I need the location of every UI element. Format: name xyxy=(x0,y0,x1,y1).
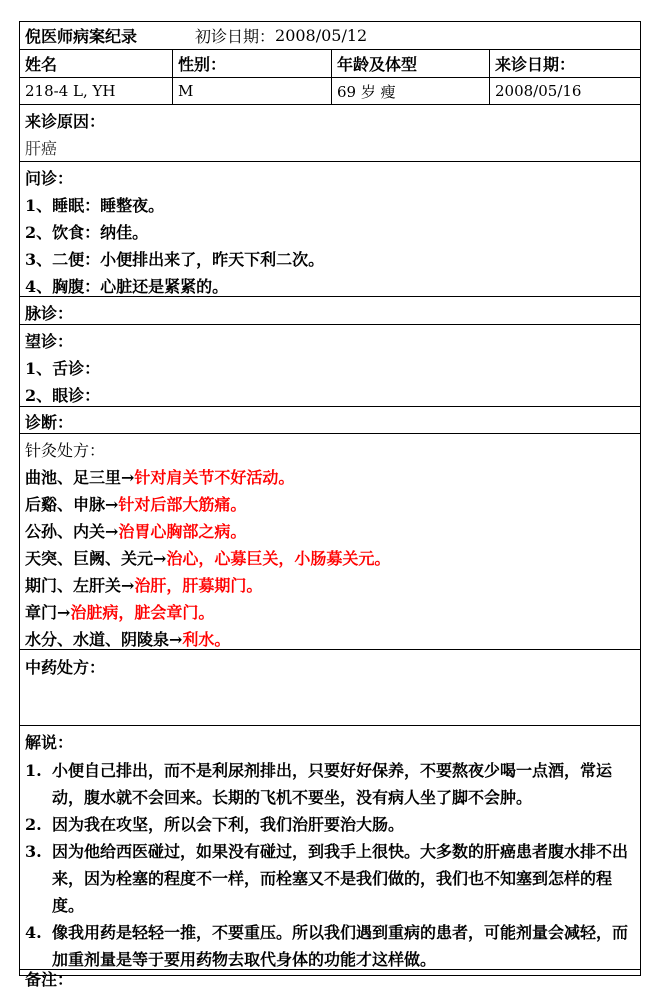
remarks-section xyxy=(20,970,640,989)
remarks-label: 备注： xyxy=(25,970,74,989)
indication: 治胃心胸部之病。 xyxy=(118,522,247,541)
inquiry-section xyxy=(20,162,640,297)
visit-date-label: 来诊日期： xyxy=(489,50,642,77)
reason-section xyxy=(20,105,640,162)
info-value-row xyxy=(20,78,640,105)
acupoints: 水分、水道、阴陵泉 xyxy=(25,630,170,649)
explanation-number: 1. xyxy=(25,761,42,780)
acupoints: 曲池、足三里 xyxy=(25,468,122,487)
pulse-section xyxy=(20,297,640,325)
first-visit-date xyxy=(190,22,367,49)
inquiry-label: 问诊： xyxy=(25,169,74,188)
tongue-exam: 1、舌诊： xyxy=(25,359,101,378)
acupoints: 后谿、申脉 xyxy=(25,495,106,514)
acupuncture-item xyxy=(25,519,246,542)
sex-label: 性别： xyxy=(172,50,331,77)
indication: 利水。 xyxy=(182,630,231,649)
name-label: 姓名 xyxy=(25,55,58,74)
acupoints: 天突、巨阙、关元 xyxy=(25,549,154,568)
visit-date: 2008/05/16 xyxy=(489,78,642,104)
explanation-label: 解说： xyxy=(25,733,74,752)
inquiry-item: 2、饮食：纳佳。 xyxy=(25,223,149,242)
acupuncture-item xyxy=(25,600,214,623)
acupuncture-item xyxy=(25,573,262,596)
arrow: → xyxy=(121,576,135,595)
inquiry-item: 1、睡眠：睡整夜。 xyxy=(25,196,165,215)
explanation-section xyxy=(20,726,640,970)
inquiry-item: 3、二便：小便排出来了，昨天下利二次。 xyxy=(25,250,325,269)
patient-sex: M xyxy=(172,78,331,104)
record-title: 倪医师病案纪录 xyxy=(25,27,138,46)
indication: 治心，心募巨关，小肠募关元。 xyxy=(166,549,391,568)
case-record-sheet xyxy=(19,21,641,989)
header-row xyxy=(20,22,640,50)
age-label: 年龄及体型 xyxy=(331,50,489,77)
patient-age: 69 岁 瘦 xyxy=(331,78,489,104)
pulse-label: 脉诊： xyxy=(25,304,74,323)
indication: 治肝，肝募期门。 xyxy=(134,576,263,595)
arrow: → xyxy=(121,468,135,487)
explanation-text: 小便自己排出，而不是利尿剂排出，只要好好保养，不要熬夜少喝一点酒，常运动，腹水就不会回来。长期的飞机不要坐，没有病人坐了脚不会肿。 xyxy=(52,761,613,807)
acupuncture-item xyxy=(25,627,230,650)
herbal-section xyxy=(20,650,640,726)
reason-label: 来诊原因： xyxy=(25,112,106,131)
arrow: → xyxy=(105,495,119,514)
arrow: → xyxy=(153,549,167,568)
acupuncture-section xyxy=(20,434,640,650)
first-visit-value: 2008/05/12 xyxy=(275,26,368,45)
inquiry-item: 4、胸腹：心脏还是紧紧的。 xyxy=(25,277,229,296)
first-visit-label: 初诊日期： xyxy=(195,27,276,46)
indication: 治脏病，脏会章门。 xyxy=(70,603,215,622)
acupoints: 期门、左肝关 xyxy=(25,576,122,595)
acupoints: 章门 xyxy=(25,603,58,622)
diagnosis-label: 诊断： xyxy=(25,413,74,432)
patient-name: 218-4 L, YH xyxy=(25,82,116,100)
acupuncture-label: 针灸处方： xyxy=(25,441,106,460)
arrow: → xyxy=(57,603,71,622)
arrow: → xyxy=(105,522,119,541)
info-label-row xyxy=(20,50,640,78)
herbal-label: 中药处方： xyxy=(25,658,106,677)
arrow: → xyxy=(169,630,183,649)
explanation-text: 因为他给西医碰过，如果没有碰过，到我手上很快。大多数的肝癌患者腹水排不出来，因为栓塞的程度不一样，而栓塞又不是我们做的，我们也不知塞到怎样的程度。 xyxy=(52,842,629,915)
acupuncture-item xyxy=(25,546,390,569)
reason-value: 肝癌 xyxy=(25,139,58,158)
acupuncture-item xyxy=(25,465,294,488)
observation-section xyxy=(20,325,640,407)
indication: 针对肩关节不好活动。 xyxy=(134,468,295,487)
diagnosis-section xyxy=(20,407,640,434)
explanation-number: 4. xyxy=(25,923,42,942)
observation-label: 望诊： xyxy=(25,332,74,351)
eye-exam: 2、眼诊： xyxy=(25,386,101,405)
explanation-number: 3. xyxy=(25,842,42,861)
explanation-number: 2. xyxy=(25,815,42,834)
indication: 针对后部大筋痛。 xyxy=(118,495,247,514)
explanation-text: 像我用药是轻轻一推，不要重压。所以我们遇到重病的患者，可能剂量会减轻，而加重剂量是等于要用药物去取代身体的功能才这样做。 xyxy=(52,923,629,969)
acupuncture-item xyxy=(25,492,246,515)
explanation-text: 因为我在攻坚，所以会下利，我们治肝要治大肠。 xyxy=(52,815,405,834)
acupoints: 公孙、内关 xyxy=(25,522,106,541)
